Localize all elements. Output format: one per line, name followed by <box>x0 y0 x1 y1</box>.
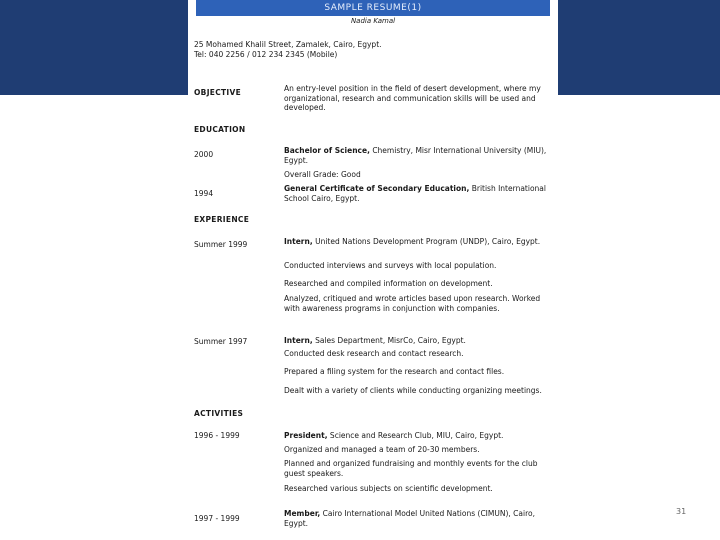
education-entry <box>284 146 552 165</box>
applicant-phone: Tel: 040 2256 / 012 234 2345 (Mobile) <box>194 50 338 59</box>
objective-label: OBJECTIVE <box>194 88 242 97</box>
education-date: 2000 <box>194 150 214 159</box>
entry-detail: British International School Cairo, Egypt. <box>284 184 546 203</box>
entry-detail: Overall Grade: Good <box>284 170 361 179</box>
entry-detail: Science and Research Club, MIU, Cairo, Egypt. <box>327 431 504 440</box>
objective-text: An entry-level position in the field of desert development, where my organizational, research and communication skills will be used and developed. <box>284 84 541 112</box>
activity-date: 1996 - 1999 <box>194 431 240 440</box>
experience-entry <box>284 367 552 377</box>
entry-title: Member, <box>284 509 321 518</box>
experience-date: Summer 1997 <box>194 337 248 346</box>
experience-date: Summer 1999 <box>194 240 248 249</box>
experience-entry <box>284 336 552 346</box>
activity-entry <box>284 445 552 455</box>
entry-detail: Chemistry, Misr International University (MIU), Egypt. <box>284 146 547 165</box>
experience-entry <box>284 261 552 271</box>
applicant-name: Nadia Kamal <box>350 17 396 25</box>
entry-detail: Organized and managed a team of 20-30 members. <box>284 445 480 454</box>
education-date: 1994 <box>194 189 214 198</box>
entry-detail: Analyzed, critiqued and wrote articles based upon research. Worked with awareness programs in conjunction with companies. <box>284 294 541 313</box>
entry-detail: Conducted interviews and surveys with local population. <box>284 261 497 270</box>
entry-detail: Researched and compiled information on development. <box>284 279 493 288</box>
activity-date: 1997 - 1999 <box>194 514 240 523</box>
applicant-address: 25 Mohamed Khalil Street, Zamalek, Cairo, Egypt. <box>194 40 382 49</box>
entry-detail: Prepared a filing system for the research and contact files. <box>284 367 505 376</box>
entry-title: General Certificate of Secondary Education, <box>284 184 470 193</box>
experience-entry <box>284 349 552 359</box>
entry-detail: Researched various subjects on scientific development. <box>284 484 493 493</box>
resume-document <box>188 0 558 540</box>
experience-label: EXPERIENCE <box>194 215 250 224</box>
education-label: EDUCATION <box>194 125 246 134</box>
experience-entry <box>284 386 552 396</box>
experience-entry <box>284 294 552 313</box>
entry-title: President, <box>284 431 328 440</box>
entry-title: Bachelor of Science, <box>284 146 370 155</box>
activity-entry <box>284 484 552 494</box>
entry-detail: Conducted desk research and contact research. <box>284 349 464 358</box>
entry-title: Intern, <box>284 336 313 345</box>
entry-detail: Planned and organized fundraising and monthly events for the club guest speakers. <box>284 459 538 478</box>
education-entry <box>284 170 552 180</box>
header-band-right <box>558 0 720 95</box>
activity-entry <box>284 431 552 441</box>
activity-entry <box>284 459 552 478</box>
slide-page-number: 31 <box>676 507 687 516</box>
entry-title: Intern, <box>284 237 313 246</box>
experience-entry <box>284 279 552 289</box>
education-entry <box>284 184 552 203</box>
entry-detail: Dealt with a variety of clients while conducting organizing meetings. <box>284 386 542 395</box>
activities-label: ACTIVITIES <box>194 409 244 418</box>
experience-entry <box>284 237 552 247</box>
entry-detail: Sales Department, MisrCo, Cairo, Egypt. <box>312 336 466 345</box>
entry-detail: Cairo International Model United Nations (CIMUN), Cairo, Egypt. <box>284 509 535 528</box>
activity-entry <box>284 509 552 528</box>
resume-title: SAMPLE RESUME(1) <box>196 0 550 16</box>
entry-detail: United Nations Development Program (UNDP), Cairo, Egypt. <box>312 237 541 246</box>
header-band-left <box>0 0 188 95</box>
